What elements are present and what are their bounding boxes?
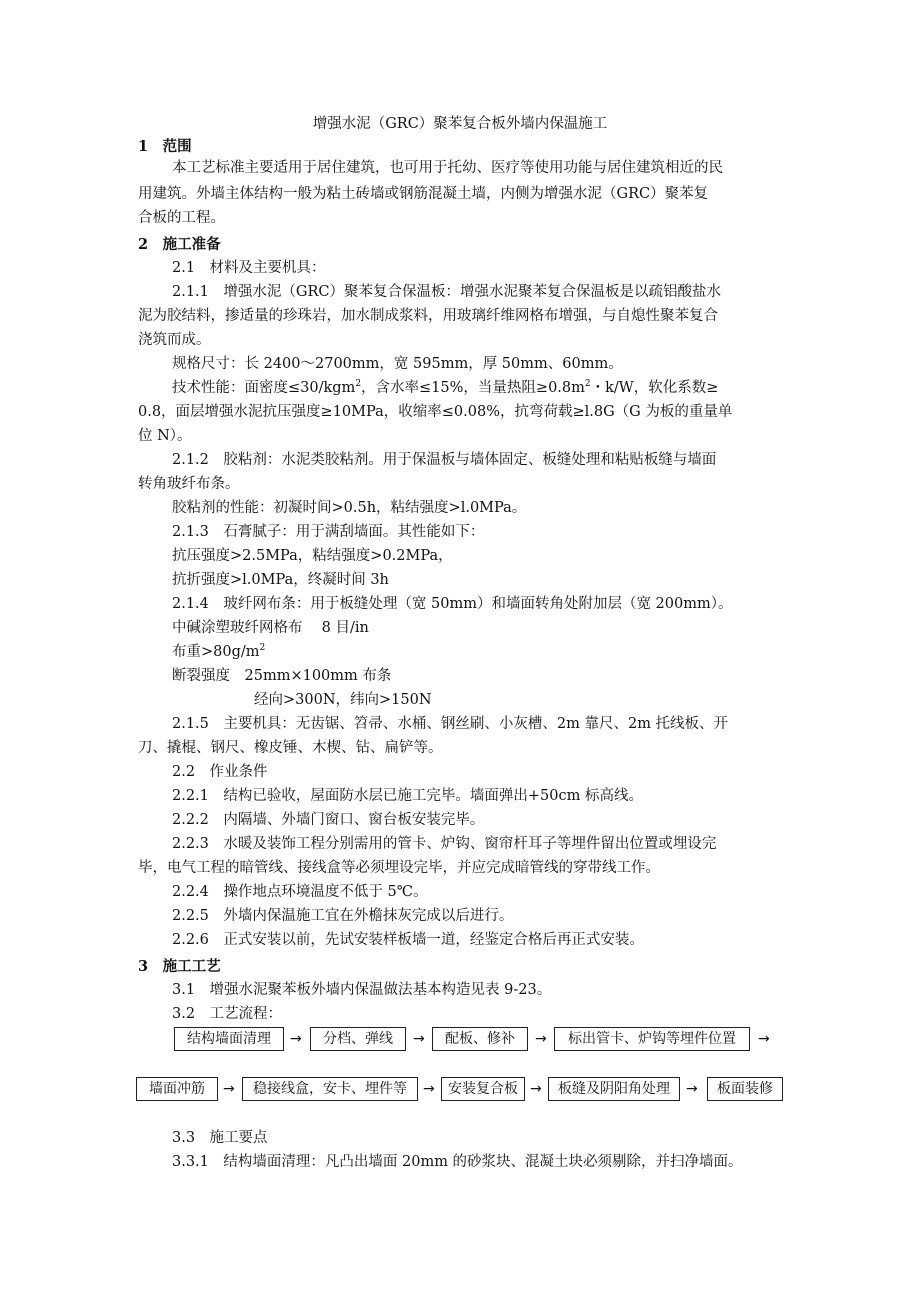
paragraph-line: 转角玻纤布条。 — [138, 476, 240, 492]
paragraph-line: 2.2.3 水暖及装饰工程分别需用的管卡、炉钩、窗帘杆耳子等埋件留出位置或埋设完 — [172, 836, 717, 852]
paragraph-line: 2.2.2 内隔墙、外墙门窗口、窗台板安装完毕。 — [172, 812, 485, 828]
paragraph-line: 中碱涂塑玻纤网格布 8 目/in — [172, 620, 369, 636]
flow-step-4: 标出管卡、炉钩等埋件位置 — [554, 1027, 750, 1051]
flow-arrow-icon: → — [223, 1081, 235, 1097]
spec-line: 规格尺寸：长 2400～2700mm，宽 595mm，厚 50mm、60mm。 — [172, 356, 623, 372]
paragraph-line: 0.8，面层增强水泥抗压强度≥10MPa，收缩率≤0.08%，抗弯荷载≥l.8G（G 为板的重量单 — [138, 404, 733, 420]
flow-arrow-icon: → — [530, 1081, 542, 1097]
paragraph-line: 合板的工程。 — [138, 210, 225, 226]
section-2-heading: 2 施工准备 — [138, 236, 221, 253]
paragraph-line: 用建筑。外墙主体结构一般为粘土砖墙或钢筋混凝土墙，内侧为增强水泥（GRC）聚苯复 — [138, 186, 709, 202]
paragraph-line: 2.2.1 结构已验收，屋面防水层已施工完毕。墙面弹出+50cm 标高线。 — [172, 788, 643, 804]
flow-step-8: 板缝及阴阳角处理 — [548, 1077, 680, 1101]
paragraph-line: 抗折强度>l.0MPa，终凝时间 3h — [172, 572, 389, 588]
flow-arrow-icon: → — [758, 1031, 770, 1047]
performance-line: 技术性能：面密度≤30/kgm$^2$，含水率≤15%，当量热阻$\ge 0.8m^2$・k/W，软化系数≥ — [172, 379, 719, 396]
flow-step-7: 安装复合板 — [441, 1077, 525, 1101]
flow-step-6: 稳接线盒，安卡、埋件等 — [242, 1077, 418, 1101]
paragraph-line: 抗压强度>2.5MPa，粘结强度>0.2MPa， — [172, 548, 453, 564]
paragraph-line: 断裂强度 25mm×100mm 布条 — [172, 668, 392, 684]
paragraph-line: 浇筑而成。 — [138, 332, 211, 348]
paragraph-line: 泥为胶结料，掺适量的珍珠岩，加水制成浆料，用玻璃纤维网格布增强，与自熄性聚苯复合 — [138, 308, 718, 324]
paragraph-line: 3.3.1 结构墙面清理：凡凸出墙面 20mm 的砂浆块、混凝土块必须剔除，并扫净墙面。 — [172, 1154, 743, 1170]
section-3-heading: 3 施工工艺 — [138, 958, 221, 975]
paragraph-line: 毕，电气工程的暗管线、接线盒等必须埋设完毕，并应完成暗管线的穿带线工作。 — [138, 860, 660, 876]
paragraph-line: 位 N）。 — [138, 428, 192, 444]
flow-step-1: 结构墙面清理 — [174, 1027, 284, 1051]
paragraph-line: 本工艺标准主要适用于居住建筑，也可用于托幼、医疗等使用功能与居住建筑相近的民 — [172, 160, 723, 176]
subsection-heading: 3.3 施工要点 — [172, 1130, 268, 1146]
flow-step-2: 分档、弹线 — [310, 1027, 406, 1051]
paragraph-line: 2.1.5 主要机具：无齿锯、笤帚、水桶、钢丝刷、小灰槽、2m 靠尺、2m 托线板、开 — [172, 716, 729, 732]
subsection-heading: 2.2 作业条件 — [172, 764, 268, 780]
flow-arrow-icon: → — [413, 1031, 425, 1047]
flow-step-5: 墙面冲筋 — [136, 1077, 218, 1101]
paragraph-line: 2.1.2 胶粘剂：水泥类胶粘剂。用于保温板与墙体固定、板缝处理和粘贴板缝与墙面 — [172, 452, 717, 468]
flow-arrow-icon: → — [535, 1031, 547, 1047]
paragraph-line: 经向>300N，纬向>150N — [254, 692, 432, 708]
flow-arrow-icon: → — [686, 1081, 698, 1097]
subsection-heading: 2.1 材料及主要机具： — [172, 260, 326, 276]
paragraph-line: 2.2.5 外墙内保温施工宜在外檐抹灰完成以后进行。 — [172, 908, 514, 924]
flow-arrow-icon: → — [290, 1031, 302, 1047]
paragraph-line: 2.2.6 正式安装以前，先试安装样板墙一道，经鉴定合格后再正式安装。 — [172, 932, 644, 948]
flow-step-9: 板面装修 — [707, 1077, 783, 1101]
paragraph-line: 3.1 增强水泥聚苯板外墙内保温做法基本构造见表 9-23。 — [172, 982, 552, 998]
flow-arrow-icon: → — [423, 1081, 435, 1097]
paragraph-line: 2.1.1 增强水泥（GRC）聚苯复合保温板：增强水泥聚苯复合保温板是以疏铝酸盐水 — [172, 284, 721, 300]
subsection-heading: 3.2 工艺流程： — [172, 1006, 283, 1022]
document-title: 增强水泥（GRC）聚苯复合板外墙内保温施工 — [312, 116, 608, 132]
paragraph-line: 刀、撬棍、钢尺、橡皮锤、木楔、钻、扁铲等。 — [138, 740, 443, 756]
paragraph-line: 布重$>80g/m^2$ — [172, 643, 266, 660]
section-1-heading: 1 范围 — [138, 138, 192, 155]
paragraph-line: 2.2.4 操作地点环境温度不低于 5℃。 — [172, 884, 428, 900]
paragraph-line: 2.1.4 玻纤网布条：用于板缝处理（宽 50mm）和墙面转角处附加层（宽 200mm）。 — [172, 596, 733, 612]
paragraph-line: 2.1.3 石膏腻子：用于满刮墙面。其性能如下： — [172, 524, 485, 540]
paragraph-line: 胶粘剂的性能：初凝时间>0.5h，粘结强度>l.0MPa。 — [172, 500, 527, 516]
flow-step-3: 配板、修补 — [432, 1027, 528, 1051]
